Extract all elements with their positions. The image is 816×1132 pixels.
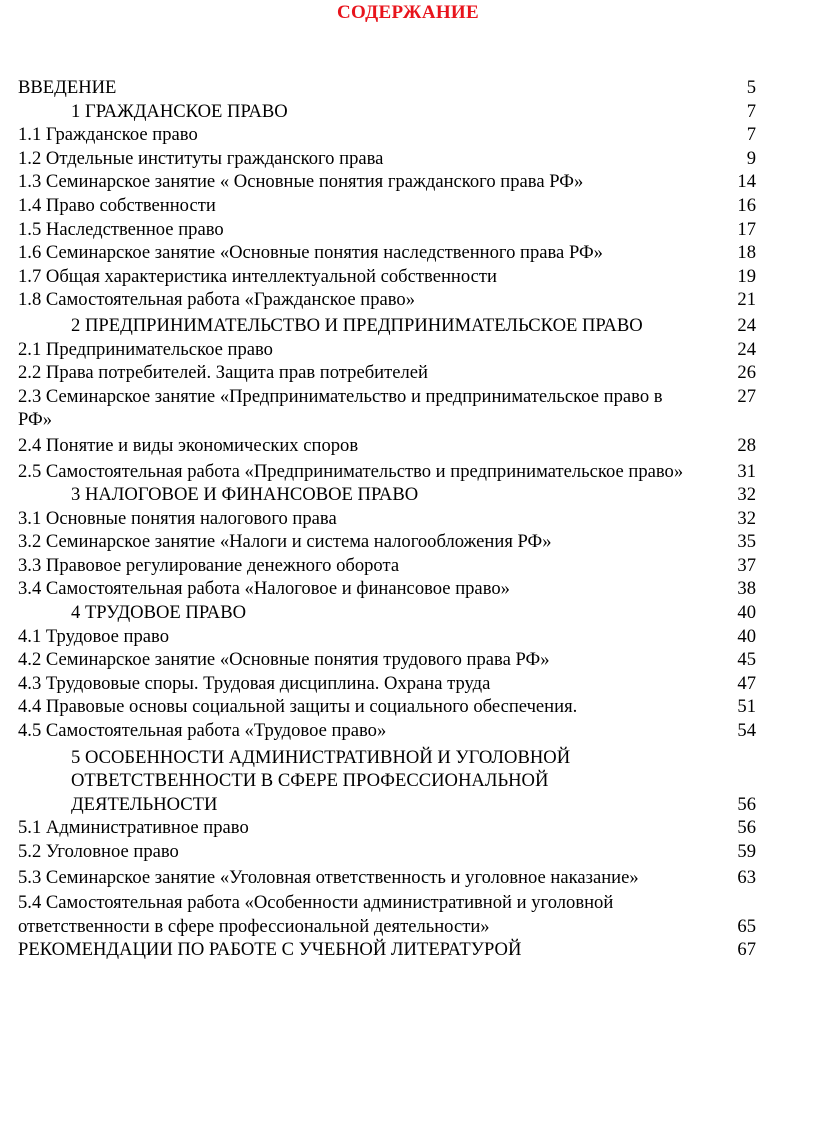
toc-entry-page: 24	[737, 338, 756, 360]
toc-entry-text: 4 ТРУДОВОЕ ПРАВО	[71, 602, 247, 624]
toc-entry-page: 31	[737, 460, 756, 482]
toc-entry-page: 28	[737, 434, 756, 456]
toc-entry	[18, 218, 758, 242]
toc-entry-text: 3.1 Основные понятия налогового права	[18, 507, 337, 529]
toc-entry	[18, 507, 758, 531]
toc-entry-text: 4.3 Трудововые споры. Трудовая дисциплина. Охрана труда	[18, 672, 491, 694]
toc-entry-page: 5	[746, 77, 756, 98]
toc-entry-page: 56	[737, 817, 756, 839]
toc-entry-text: 1.7 Общая характеристика интеллектуальной собственности	[18, 265, 497, 287]
toc-entry-text: 1.6 Семинарское занятие «Основные понятия наследственного права РФ»	[18, 242, 603, 264]
toc-entry-text: 1 ГРАЖДАНСКОЕ ПРАВО	[71, 100, 288, 122]
toc-entry-page: 63	[737, 866, 756, 888]
table-of-contents	[18, 76, 758, 962]
toc-entry	[18, 241, 758, 265]
toc-entry-page: 54	[737, 720, 756, 742]
toc-entry-page: 51	[737, 696, 756, 718]
toc-entry	[18, 147, 758, 171]
toc-entry	[18, 648, 758, 672]
toc-entry	[18, 625, 758, 649]
toc-entry-page: 26	[737, 362, 756, 384]
toc-entry-text: 2.3 Семинарское занятие «Предпринимательство и предпринимательское право в РФ»	[18, 385, 663, 431]
toc-entry	[18, 123, 758, 147]
toc-entry	[18, 288, 758, 312]
toc-entry	[18, 265, 758, 289]
toc-entry-text: 3 НАЛОГОВОЕ И ФИНАНСОВОЕ ПРАВО	[71, 484, 419, 506]
toc-entry-page: 40	[737, 602, 756, 624]
toc-entry-text: 2.1 Предпринимательское право	[18, 338, 273, 360]
toc-entry-page: 24	[737, 314, 756, 336]
toc-entry-text: 1.1 Гражданское право	[18, 124, 198, 146]
toc-chapter-heading	[18, 601, 758, 625]
toc-entry	[18, 194, 758, 218]
toc-entry-page: 56	[737, 793, 756, 815]
toc-entry-text: 5.3 Семинарское занятие «Уголовная ответственность и уголовное наказание»	[18, 866, 639, 888]
toc-entry-text: 3.3 Правовое регулирование денежного оборота	[18, 554, 400, 576]
toc-entry	[18, 577, 758, 601]
page-title: СОДЕРЖАНИЕ	[337, 2, 479, 23]
toc-entry-text: 1.4 Право собственности	[18, 194, 216, 216]
toc-entry-page: 19	[737, 265, 756, 287]
toc-entry-text: 1.5 Наследственное право	[18, 218, 224, 240]
toc-chapter-heading	[18, 314, 758, 338]
toc-entry-page: 40	[737, 625, 756, 647]
toc-entry-text: 4.4 Правовые основы социальной защиты и социального обеспечения.	[18, 696, 578, 718]
toc-entry-page: 47	[737, 672, 756, 694]
toc-entry	[18, 719, 758, 743]
toc-entry	[18, 816, 758, 840]
toc-entry-page: 59	[737, 841, 756, 862]
toc-entry	[18, 938, 758, 962]
toc-entry	[18, 385, 758, 432]
toc-entry	[18, 866, 758, 890]
toc-entry-text: 1.2 Отдельные институты гражданского права	[18, 147, 384, 169]
toc-entry	[18, 460, 758, 484]
toc-entry	[18, 170, 758, 194]
toc-entry-text: 5 ОСОБЕННОСТИ АДМИНИСТРАТИВНОЙ И УГОЛОВНОЙ ОТВЕТСТВЕННОСТИ В СФЕРЕ ПРОФЕССИОНАЛЬНОЙ ДЕЯТЕЛЬНОСТИ	[71, 746, 571, 815]
toc-chapter-heading	[18, 483, 758, 507]
toc-entry-page: 37	[737, 554, 756, 576]
toc-entry-page: 38	[737, 578, 756, 600]
toc-entry-page: 27	[737, 385, 756, 407]
toc-entry-text: 2.4 Понятие и виды экономических споров	[18, 434, 359, 456]
toc-entry-page: 21	[737, 289, 756, 311]
toc-entry-page: 17	[737, 218, 756, 240]
toc-entry-text: 2.2 Права потребителей. Защита прав потребителей	[18, 362, 428, 384]
toc-entry-page: 35	[737, 531, 756, 553]
toc-entry-page: 18	[737, 242, 756, 264]
toc-entry	[18, 530, 758, 554]
toc-entry-text: 4.5 Самостоятельная работа «Трудовое право»	[18, 720, 387, 742]
toc-entry-page: 45	[737, 649, 756, 671]
toc-entry-text: 3.2 Семинарское занятие «Налоги и система налогообложения РФ»	[18, 531, 552, 553]
toc-entry	[18, 695, 758, 719]
toc-entry-text: 2 ПРЕДПРИНИМАТЕЛЬСТВО И ПРЕДПРИНИМАТЕЛЬСКОЕ ПРАВО	[71, 314, 643, 336]
toc-entry	[18, 672, 758, 696]
toc-entry-text: 2.5 Самостоятельная работа «Предпринимательство и предпринимательское право»	[18, 460, 684, 482]
toc-entry-text: 4.2 Семинарское занятие «Основные понятия трудового права РФ»	[18, 649, 550, 671]
toc-chapter-heading	[18, 746, 758, 817]
toc-entry-page: 65	[737, 915, 756, 937]
toc-entry-page: 67	[737, 939, 756, 961]
toc-entry-page: 7	[746, 100, 756, 122]
toc-entry	[18, 76, 758, 100]
toc-chapter-heading	[18, 100, 758, 124]
toc-entry-text: 4.1 Трудовое право	[18, 625, 170, 647]
toc-entry-text: ВВЕДЕНИЕ	[18, 77, 117, 98]
toc-entry-text: 3.4 Самостоятельная работа «Налоговое и финансовое право»	[18, 578, 510, 600]
toc-entry-page: 9	[746, 147, 756, 169]
toc-entry	[18, 338, 758, 362]
toc-entry	[18, 840, 758, 864]
toc-entry-page: 7	[746, 124, 756, 146]
toc-entry	[18, 361, 758, 385]
toc-entry-text: 5.1 Административное право	[18, 817, 249, 839]
toc-entry-text: 1.3 Семинарское занятие « Основные понятия гражданского права РФ»	[18, 171, 584, 193]
toc-entry-page: 14	[737, 171, 756, 193]
toc-entry-page: 16	[737, 194, 756, 216]
toc-entry-page: 32	[737, 507, 756, 529]
toc-entry-text: 1.8 Самостоятельная работа «Гражданское право»	[18, 289, 416, 311]
toc-entry	[18, 891, 758, 938]
toc-entry-text: 5.4 Самостоятельная работа «Особенности административной и уголовной ответственности в сфере профессиональной деятельности»	[18, 892, 614, 937]
toc-entry	[18, 434, 758, 458]
toc-entry	[18, 554, 758, 578]
toc-entry-text: 5.2 Уголовное право	[18, 841, 179, 862]
toc-entry-text: РЕКОМЕНДАЦИИ ПО РАБОТЕ С УЧЕБНОЙ ЛИТЕРАТУРОЙ	[18, 939, 522, 961]
toc-entry-page: 32	[737, 484, 756, 506]
